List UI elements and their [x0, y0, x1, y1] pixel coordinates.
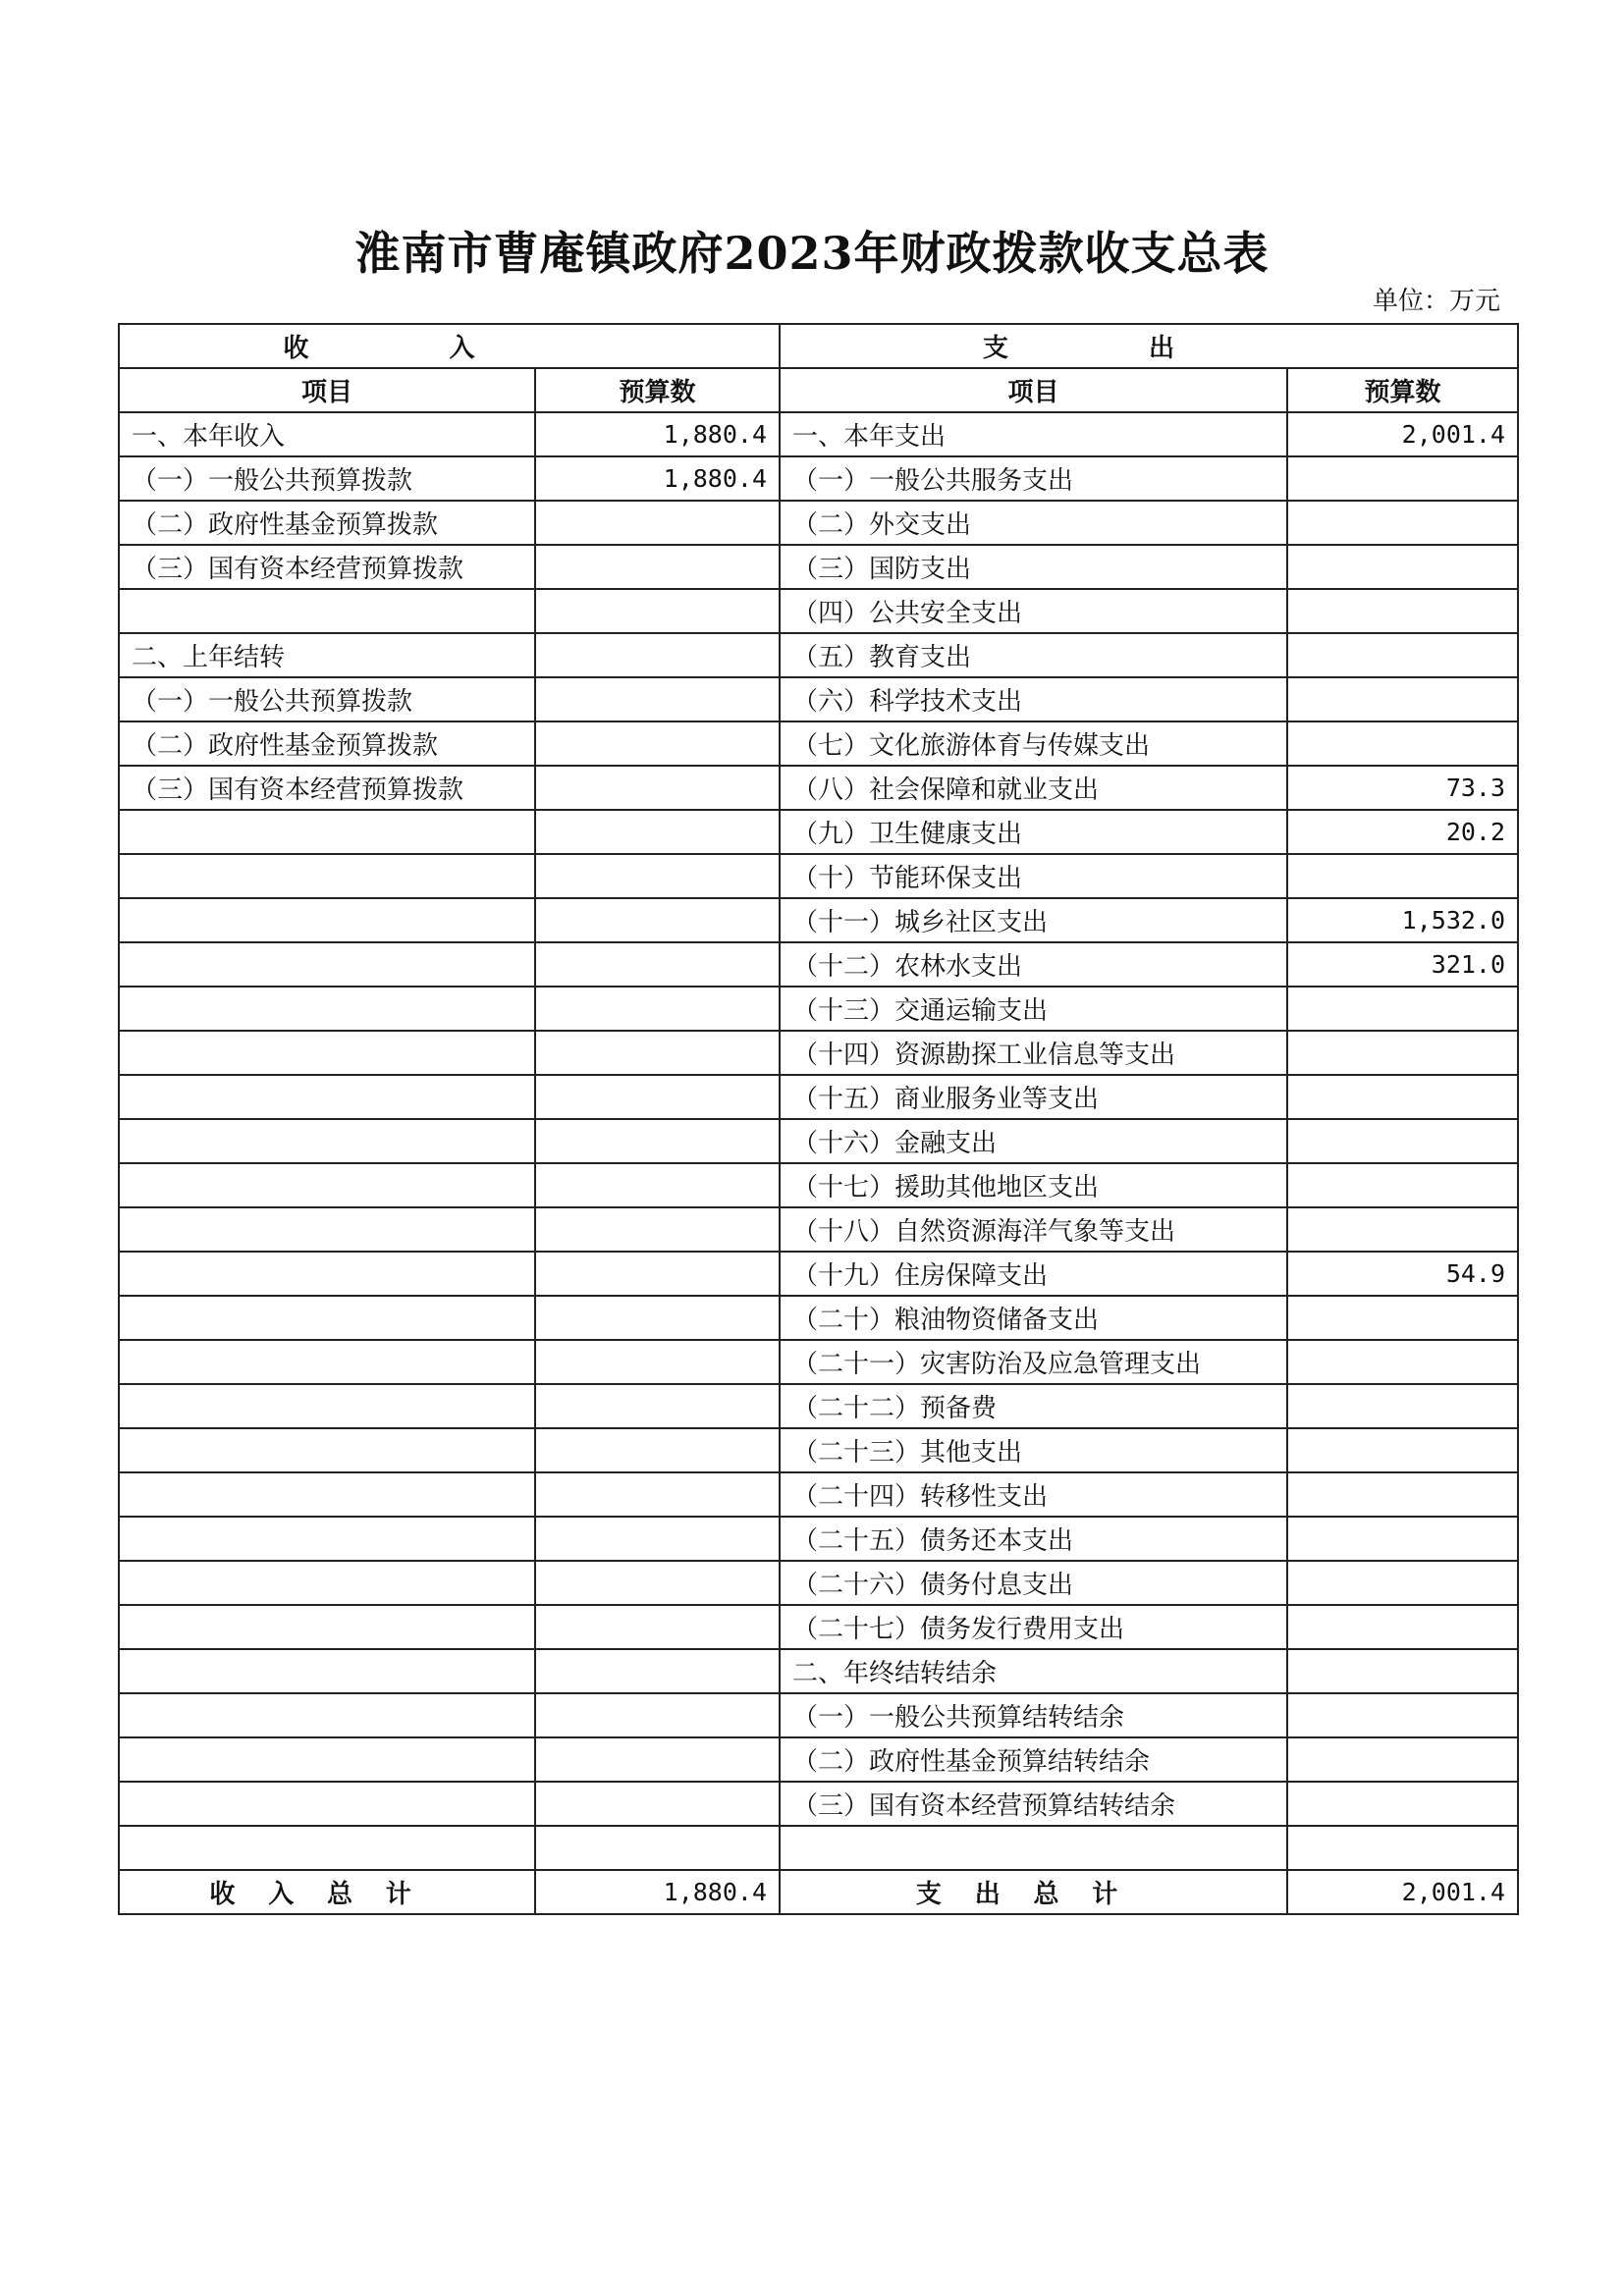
expense-item-cell: （二十三）其他支出 [780, 1428, 1287, 1472]
expense-amount-cell [1287, 1782, 1518, 1826]
table-body [119, 412, 1518, 1870]
income-item-cell [119, 1693, 535, 1737]
income-item-cell [119, 810, 535, 854]
expense-amount-cell [1287, 1605, 1518, 1649]
expense-item-cell: 一、本年支出 [780, 412, 1287, 456]
expense-total-label: 支出总计 [780, 1870, 1287, 1914]
expense-item-cell: （十九）住房保障支出 [780, 1252, 1287, 1296]
expense-item-cell: （二）政府性基金预算结转结余 [780, 1737, 1287, 1782]
income-amount-cell [535, 589, 780, 633]
income-item-cell: （三）国有资本经营预算拨款 [119, 545, 535, 589]
income-item-cell [119, 1340, 535, 1384]
table-row [119, 501, 1518, 545]
expense-item-cell: （二十四）转移性支出 [780, 1472, 1287, 1517]
expense-item-cell: （八）社会保障和就业支出 [780, 766, 1287, 810]
expense-item-cell: （十六）金融支出 [780, 1119, 1287, 1163]
expense-amount-cell [1287, 1163, 1518, 1207]
income-amount-cell [535, 545, 780, 589]
expense-section-header: 支出 [780, 324, 1518, 368]
table-row [119, 677, 1518, 721]
expense-item-cell: （十七）援助其他地区支出 [780, 1163, 1287, 1207]
expense-item-cell: （五）教育支出 [780, 633, 1287, 677]
income-item-cell: （一）一般公共预算拨款 [119, 456, 535, 501]
income-amount-cell [535, 721, 780, 766]
table-row [119, 942, 1518, 987]
income-amount-cell [535, 1384, 780, 1428]
expense-amount-cell [1287, 1826, 1518, 1870]
expense-item-cell: （一）一般公共服务支出 [780, 456, 1287, 501]
table-row [119, 1693, 1518, 1737]
expense-item-cell: （二十五）债务还本支出 [780, 1517, 1287, 1561]
expense-item-cell: （二十二）预备费 [780, 1384, 1287, 1428]
table-row [119, 1649, 1518, 1693]
table-row [119, 987, 1518, 1031]
table-row [119, 1252, 1518, 1296]
expense-item-column-header: 项目 [780, 368, 1287, 412]
table-row [119, 1605, 1518, 1649]
expense-item-cell: （二十六）债务付息支出 [780, 1561, 1287, 1605]
budget-table [118, 323, 1519, 1915]
expense-amount-cell [1287, 1296, 1518, 1340]
expense-amount-cell: 54.9 [1287, 1252, 1518, 1296]
table-row [119, 545, 1518, 589]
table-row [119, 633, 1518, 677]
expense-amount-cell [1287, 721, 1518, 766]
expense-item-cell: 二、年终结转结余 [780, 1649, 1287, 1693]
expense-amount-cell: 321.0 [1287, 942, 1518, 987]
table-row [119, 1163, 1518, 1207]
income-amount-cell [535, 1605, 780, 1649]
income-total-label: 收入总计 [119, 1870, 535, 1914]
expense-amount-cell [1287, 633, 1518, 677]
expense-amount-cell [1287, 1031, 1518, 1075]
income-amount-cell [535, 766, 780, 810]
income-amount-cell [535, 1252, 780, 1296]
income-section-header: 收入 [119, 324, 780, 368]
income-item-cell [119, 1384, 535, 1428]
income-amount-cell: 1,880.4 [535, 412, 780, 456]
expense-amount-cell [1287, 677, 1518, 721]
expense-amount-cell [1287, 1517, 1518, 1561]
expense-amount-cell [1287, 501, 1518, 545]
income-item-cell: 一、本年收入 [119, 412, 535, 456]
expense-amount-cell: 2,001.4 [1287, 412, 1518, 456]
income-item-cell [119, 1649, 535, 1693]
expense-item-cell: （十四）资源勘探工业信息等支出 [780, 1031, 1287, 1075]
income-amount-cell [535, 1782, 780, 1826]
expense-item-cell: （二十）粮油物资储备支出 [780, 1296, 1287, 1340]
income-amount-cell [535, 1428, 780, 1472]
table-row [119, 1826, 1518, 1870]
table-row [119, 1472, 1518, 1517]
table-row [119, 721, 1518, 766]
expense-amount-cell [1287, 1561, 1518, 1605]
table-row [119, 412, 1518, 456]
income-item-cell: 二、上年结转 [119, 633, 535, 677]
table-row [119, 456, 1518, 501]
income-item-cell [119, 1605, 535, 1649]
income-amount-cell [535, 1031, 780, 1075]
expense-item-cell: （九）卫生健康支出 [780, 810, 1287, 854]
page-title: 淮南市曹庵镇政府2023年财政拨款收支总表 [354, 227, 1270, 280]
expense-item-cell: （七）文化旅游体育与传媒支出 [780, 721, 1287, 766]
income-amount-cell [535, 1163, 780, 1207]
income-total-amount: 1,880.4 [535, 1870, 780, 1914]
income-item-cell [119, 1472, 535, 1517]
expense-amount-cell [1287, 456, 1518, 501]
expense-item-cell: （四）公共安全支出 [780, 589, 1287, 633]
income-item-column-header: 项目 [119, 368, 535, 412]
expense-amount-cell: 20.2 [1287, 810, 1518, 854]
income-item-cell: （二）政府性基金预算拨款 [119, 501, 535, 545]
table-row [119, 1296, 1518, 1340]
expense-item-cell: （十）节能环保支出 [780, 854, 1287, 898]
table-row [119, 1384, 1518, 1428]
income-amount-cell [535, 810, 780, 854]
table-row [119, 810, 1518, 854]
income-amount-cell [535, 987, 780, 1031]
column-header-row [119, 368, 1518, 412]
expense-item-cell: （三）国防支出 [780, 545, 1287, 589]
expense-amount-cell [1287, 1472, 1518, 1517]
expense-amount-cell [1287, 1384, 1518, 1428]
table-row [119, 898, 1518, 942]
expense-amount-cell [1287, 1649, 1518, 1693]
expense-item-cell: （十八）自然资源海洋气象等支出 [780, 1207, 1287, 1252]
income-item-cell [119, 1163, 535, 1207]
income-amount-cell [535, 1737, 780, 1782]
income-amount-cell [535, 1649, 780, 1693]
table-row [119, 766, 1518, 810]
income-item-cell [119, 1782, 535, 1826]
income-item-cell [119, 1517, 535, 1561]
expense-amount-cell [1287, 854, 1518, 898]
expense-item-cell: （六）科学技术支出 [780, 677, 1287, 721]
expense-amount-cell [1287, 1075, 1518, 1119]
income-amount-cell [535, 1340, 780, 1384]
income-item-cell: （二）政府性基金预算拨款 [119, 721, 535, 766]
income-item-cell [119, 1737, 535, 1782]
table-row [119, 1428, 1518, 1472]
expense-item-cell: （二十七）债务发行费用支出 [780, 1605, 1287, 1649]
expense-amount-cell: 1,532.0 [1287, 898, 1518, 942]
section-header-row [119, 324, 1518, 368]
income-item-cell [119, 1826, 535, 1870]
expense-amount-cell [1287, 987, 1518, 1031]
income-item-cell [119, 987, 535, 1031]
expense-item-cell: （二）外交支出 [780, 501, 1287, 545]
income-amount-cell [535, 854, 780, 898]
income-item-cell [119, 589, 535, 633]
expense-item-cell: （十五）商业服务业等支出 [780, 1075, 1287, 1119]
expense-amount-cell [1287, 589, 1518, 633]
income-amount-cell [535, 942, 780, 987]
table-row [119, 1782, 1518, 1826]
income-amount-cell [535, 633, 780, 677]
income-amount-cell [535, 898, 780, 942]
income-item-cell [119, 1428, 535, 1472]
income-amount-cell [535, 1472, 780, 1517]
expense-amount-cell [1287, 1119, 1518, 1163]
income-item-cell [119, 942, 535, 987]
table-row [119, 1340, 1518, 1384]
expense-amount-cell [1287, 1428, 1518, 1472]
expense-item-cell: （一）一般公共预算结转结余 [780, 1693, 1287, 1737]
table-row [119, 589, 1518, 633]
unit-label: 单位：万元 [1372, 287, 1500, 316]
expense-amount-cell: 73.3 [1287, 766, 1518, 810]
income-amount-cell [535, 1517, 780, 1561]
expense-amount-cell [1287, 1207, 1518, 1252]
income-amount-cell: 1,880.4 [535, 456, 780, 501]
table-row [119, 1737, 1518, 1782]
income-item-cell [119, 1296, 535, 1340]
table-row [119, 1561, 1518, 1605]
expense-total-amount: 2,001.4 [1287, 1870, 1518, 1914]
income-amount-cell [535, 1207, 780, 1252]
table-row [119, 854, 1518, 898]
income-item-cell: （一）一般公共预算拨款 [119, 677, 535, 721]
income-amount-cell [535, 1119, 780, 1163]
table-row [119, 1517, 1518, 1561]
income-item-cell [119, 1561, 535, 1605]
income-item-cell: （三）国有资本经营预算拨款 [119, 766, 535, 810]
income-amount-cell [535, 1693, 780, 1737]
income-item-cell [119, 1031, 535, 1075]
income-amount-column-header: 预算数 [535, 368, 780, 412]
expense-amount-cell [1287, 545, 1518, 589]
income-item-cell [119, 1119, 535, 1163]
table-row [119, 1119, 1518, 1163]
table-row [119, 1075, 1518, 1119]
income-amount-cell [535, 501, 780, 545]
expense-item-cell: （三）国有资本经营预算结转结余 [780, 1782, 1287, 1826]
table-row [119, 1031, 1518, 1075]
expense-amount-column-header: 预算数 [1287, 368, 1518, 412]
income-item-cell [119, 1075, 535, 1119]
income-amount-cell [535, 677, 780, 721]
income-amount-cell [535, 1826, 780, 1870]
income-item-cell [119, 854, 535, 898]
expense-item-cell: （十一）城乡社区支出 [780, 898, 1287, 942]
income-amount-cell [535, 1561, 780, 1605]
expense-item-cell: （十三）交通运输支出 [780, 987, 1287, 1031]
income-item-cell [119, 1252, 535, 1296]
totals-row [119, 1870, 1518, 1914]
expense-amount-cell [1287, 1340, 1518, 1384]
table-row [119, 1207, 1518, 1252]
income-amount-cell [535, 1075, 780, 1119]
income-item-cell [119, 898, 535, 942]
expense-item-cell: （十二）农林水支出 [780, 942, 1287, 987]
income-item-cell [119, 1207, 535, 1252]
expense-item-cell [780, 1826, 1287, 1870]
income-amount-cell [535, 1296, 780, 1340]
expense-amount-cell [1287, 1693, 1518, 1737]
expense-amount-cell [1287, 1737, 1518, 1782]
expense-item-cell: （二十一）灾害防治及应急管理支出 [780, 1340, 1287, 1384]
